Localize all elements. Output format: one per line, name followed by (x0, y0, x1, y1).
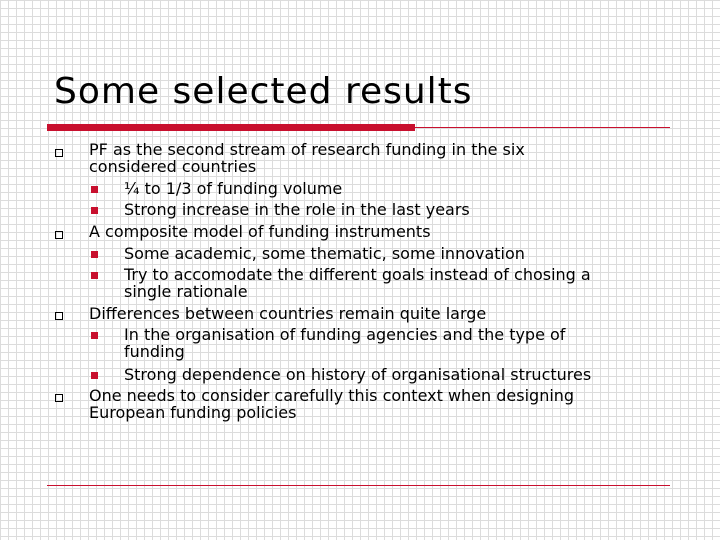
sub-bullet-square-icon (91, 251, 98, 258)
item-2-line-1: A composite model of funding instruments (89, 222, 431, 241)
bullet-box-icon (55, 149, 63, 157)
bullet-box-icon (55, 231, 63, 239)
item-3-sub-1-line-2: funding (124, 342, 185, 361)
item-4-line-1: One needs to consider carefully this context when designing (89, 386, 575, 405)
item-3-sub-1-line-1: In the organisation of funding agencies and the type of (124, 325, 566, 344)
bottom-rule (47, 485, 670, 486)
item-1-sub-1: ¼ to 1/3 of funding volume (124, 179, 343, 198)
sub-bullet-square-icon (91, 372, 98, 379)
item-2-sub-2-line-2: single rationale (124, 282, 248, 301)
sub-bullet-square-icon (91, 207, 98, 214)
slide-title: Some selected results (54, 71, 473, 112)
item-2-sub-2-line-1: Try to accomodate the different goals instead of chosing a (124, 265, 591, 284)
item-1-line-2: considered countries (89, 157, 257, 176)
item-3-line-1: Differences between countries remain quite large (89, 304, 487, 323)
sub-bullet-square-icon (91, 186, 98, 193)
bullet-box-icon (55, 394, 63, 402)
item-3-sub-2: Strong dependence on history of organisational structures (124, 365, 592, 384)
bullet-box-icon (55, 312, 63, 320)
item-4-line-2: European funding policies (89, 403, 297, 422)
item-2-sub-1: Some academic, some thematic, some innovation (124, 244, 525, 263)
sub-bullet-square-icon (91, 332, 98, 339)
item-1-sub-2: Strong increase in the role in the last years (124, 200, 470, 219)
item-1-line-1: PF as the second stream of research funding in the six (89, 140, 525, 159)
sub-bullet-square-icon (91, 272, 98, 279)
